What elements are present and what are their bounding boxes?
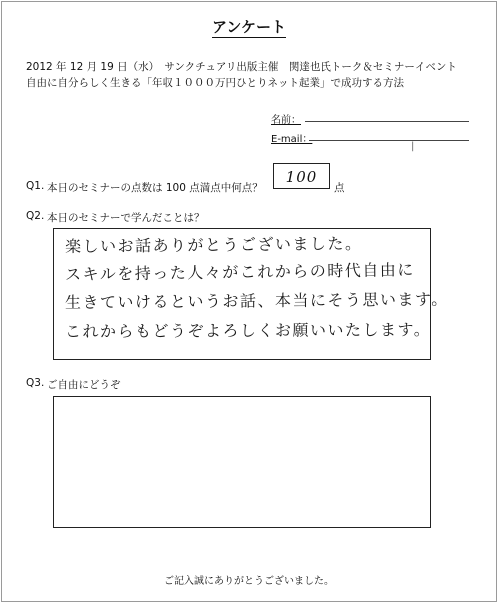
name-label: 名前： [271, 115, 301, 126]
q2-number: Q2. [26, 210, 45, 222]
q2-question: 本日のセミナーで学んだことは？ [47, 212, 205, 224]
q1-score-value: 100 [285, 168, 318, 186]
q2-answer-line: 楽しいお話ありがとうございました。 [64, 233, 363, 256]
q2-answer-line: これからもどうぞよろしくお願いいたします。 [64, 320, 432, 341]
stray-mark: | [411, 141, 415, 152]
q3-question: ご自由にどうぞ [47, 379, 121, 391]
q1-number: Q1. [26, 180, 45, 192]
event-line: 2012 年 12 月 19 日（水） サンクチュアリ出版主催 関達也氏トーク＆セミナーイベント [26, 61, 457, 73]
form-title: アンケート [211, 18, 287, 36]
email-field-line[interactable] [309, 140, 469, 141]
q2-answer-line: 生きていけるというお話、本当にそう思います。 [64, 289, 449, 312]
name-field-line[interactable] [305, 121, 469, 122]
event-subtitle: 自由に自分らしく生きる「年収１０００万円ひとりネット起業」で成功する方法 [26, 77, 404, 89]
footer-thanks: ご記入誠にありがとうございました。 [164, 576, 334, 587]
q3-number: Q3. [26, 377, 45, 389]
q2-answer-box[interactable] [53, 228, 449, 360]
email-label: E-mail： [271, 134, 313, 145]
q2-answer-line: スキルを持った人々がこれからの時代自由に [64, 260, 415, 284]
q1-unit: 点 [334, 182, 345, 194]
q1-question: 本日のセミナーの点数は 100 点満点中何点？ [47, 182, 263, 194]
q1-score-box[interactable] [273, 163, 330, 189]
survey-form [1, 1, 497, 602]
q3-answer-box[interactable] [53, 396, 431, 528]
